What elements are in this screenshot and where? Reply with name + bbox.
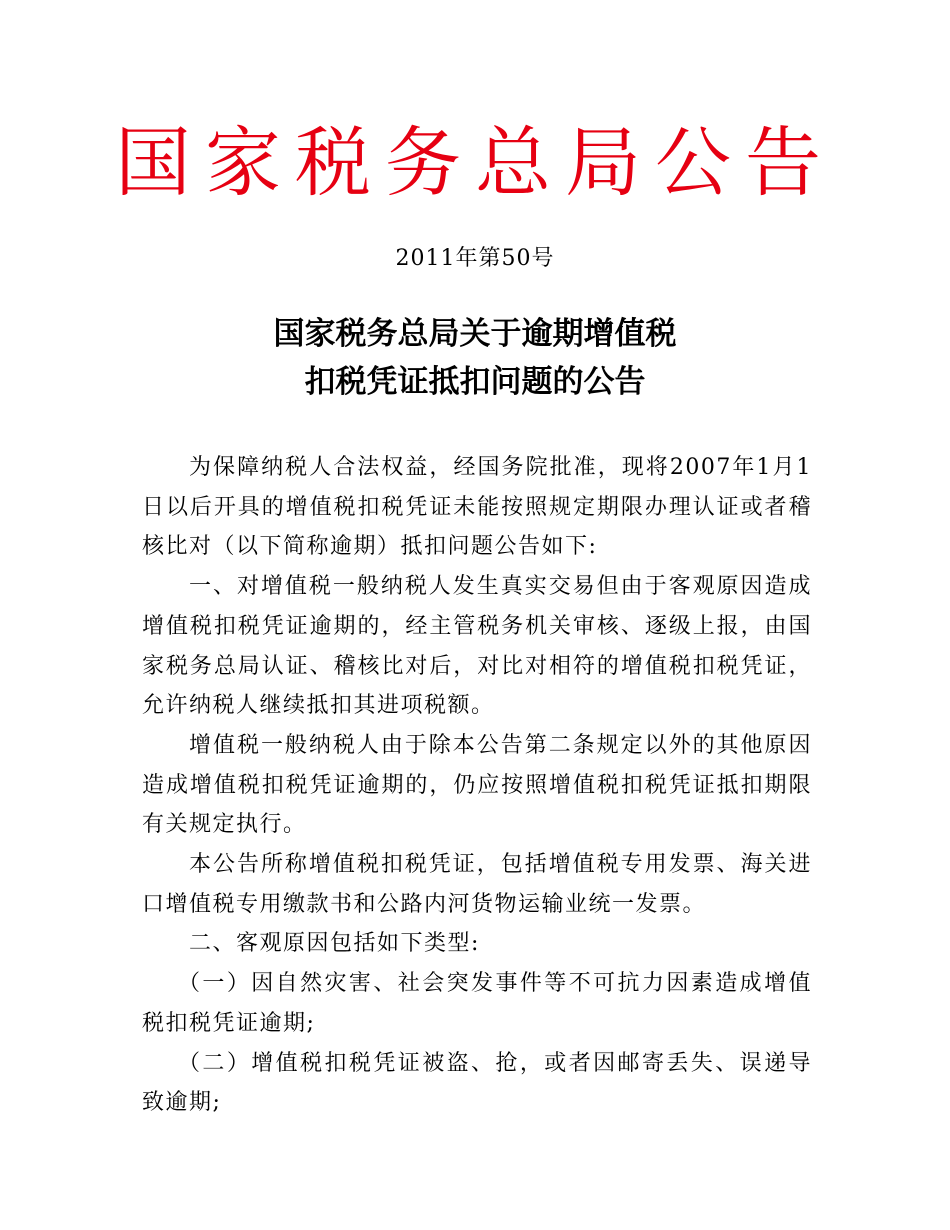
- paragraph-intro: 为保障纳税人合法权益，经国务院批准，现将2007年1月1日以后开具的增值税扣税凭证未能按照规定期限办理认证或者稽核比对（以下简称逾期）抵扣问题公告如下:: [142, 455, 812, 560]
- paragraph-article-1: 一、对增值税一般纳税人发生真实交易但由于客观原因造成增值税扣税凭证逾期的，经主管税务机关审核、逐级上报，由国家税务总局认证、稽核比对后，对比对相符的增值税扣税凭证，允许纳税人继续抵扣其进项税额。: [142, 574, 812, 719]
- red-header-title: 国家税务总局公告: [115, 118, 835, 207]
- document-body: [142, 448, 812, 1123]
- paragraph-other-reasons: 增值税一般纳税人由于除本公告第二条规定以外的其他原因造成增值税扣税凭证逾期的，仍应按照增值税扣税凭证抵扣期限有关规定执行。: [142, 732, 812, 838]
- paragraph-article-2: 二、客观原因包括如下类型:: [189, 931, 480, 957]
- paragraph-definition: 本公告所称增值税扣税凭证，包括增值税专用发票、海关进口增值税专用缴款书和公路内河货物运输业统一发票。: [142, 852, 812, 917]
- document-title: [0, 310, 950, 406]
- paragraph-item-1: （一）因自然灾害、社会突发事件等不可抗力因素造成增值税扣税凭证逾期;: [142, 971, 812, 1036]
- paragraph-item-2: （二）增值税扣税凭证被盗、抢，或者因邮寄丢失、误递导致逾期;: [142, 1050, 812, 1116]
- document-title-line-1: 国家税务总局关于逾期增值税: [273, 316, 677, 352]
- document-title-line-2: 扣税凭证抵扣问题的公告: [304, 364, 646, 400]
- document-number: 2011年第50号: [395, 246, 555, 271]
